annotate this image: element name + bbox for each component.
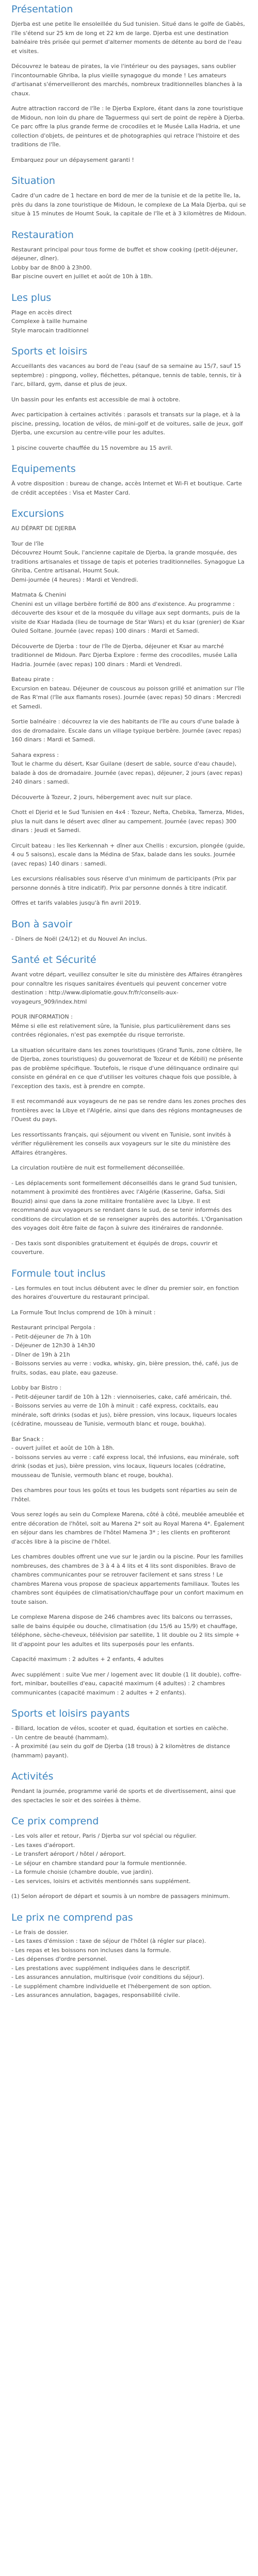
section-formule-tout-inclus (11, 1267, 247, 1429)
paragraph: Demi-journée (4 heures) : Mardi et Vendredi. (11, 576, 138, 583)
paragraph: - Boissons servies au verre de 10h à minuit : café express, cocktails, eau minérale, soft drinks (sodas et jus), bière pression, vins locaux, liqueurs locales (cédratine, mousseau de Tunisie, vermouth blanc et rouge, boukha). (11, 1402, 237, 1427)
section-sante-securite (11, 954, 247, 1257)
paragraph: Les chambres doubles offrent une vue sur le jardin ou la piscine. Pour les familles nombreuses, des chambres de 3 à 4 à 4 lits et 4 lits sont disponibles. Bravo de chambres communicantes pour se retrouver facilement et sans stress ! Le chambres Marena vous propose de spacieux appartements familiaux. Toutes les chambres sont équipées de climatisation/chauffage pour un confort maximum en toute saison. (11, 1553, 244, 1605)
list-item: - Le frais de dossier. (11, 1928, 69, 1936)
paragraph: Circuit bateau : les îles Kerkennah + dîner aux Chellis : excursion, plongée (guide, 4 ou 5 saisons), escale dans la Médina de Sfax, balade dans les souks. Journée (avec repas) 140 dinars : samedi. (11, 842, 245, 867)
section-title: Bon à savoir (11, 918, 72, 930)
paragraph: - Petit-déjeuner tardif de 10h à 12h : viennoiseries, cake, café américain, thé. (11, 1393, 232, 1400)
section-title: Sports et loisirs payants (11, 1708, 130, 1719)
paragraph: - Boissons servies au verre : vodka, whisky, gin, bière pression, thé, café, jus de fruits, sodas, eau plate, eau gazeuse. (11, 1360, 238, 1376)
list-item: Complexe à taille humaine (11, 318, 88, 325)
paragraph: La Formule Tout Inclus comprend de 10h à minuit : (11, 1309, 156, 1316)
list-item: Plage en accès direct (11, 309, 72, 316)
paragraph: - Dîners de Noël (24/12) et du Nouvel An inclus. (11, 935, 147, 942)
section-excursions (11, 507, 247, 908)
section-restauration (11, 229, 247, 281)
paragraph: - Dîner de 19h à 21h (11, 1351, 70, 1358)
paragraph: Sahara express : (11, 751, 59, 758)
section-les-plus (11, 292, 247, 335)
paragraph: POUR INFORMATION : (11, 1013, 73, 1020)
section-sports (11, 345, 247, 452)
paragraph: Chott el Djerid et le Sud Tunisien en 4x4 : Tozeur, Nefta, Chebika, Tamerza, Mides, plus la nuit dans le désert avec dîner au campement. Journée (avec repas) 300 dinars : Jeudi et Samedi. (11, 809, 245, 834)
snack-title: Bar Snack : (11, 1435, 44, 1443)
paragraph: Cadre d'un cadre de 1 hectare en bord de mer de la tunisie et de la petite île, la, près du dans la zone touristique de Midoun, le complexe de La Mala Djerba, qui se situe à 15 minutes de Houmt Souk, la capitale de l'île et à 3 kilomètres de Midoun. (11, 192, 247, 217)
paragraph: Avant votre départ, veuillez consulter le site du ministère des Affaires étrangères pour connaître les risques sanitaires éventuels qui peuvent concerner votre destination : http://www.diplomatie.gouv.fr/fr/conseils-aux-voyageurs_909/index.html (11, 971, 243, 1005)
paragraph: Découvrez Houmt Souk, l'ancienne capitale de Djerba, la grande mosquée, des traditions artisanales et tissage de tapis et poteries traditionnelles. Synagogue La Ghriba, Centre artisanal, Houmt Souk. (11, 549, 245, 574)
list-item: - Les taxes d'émission : taxe de séjour de l'hôtel (à régler sur place). (11, 1938, 206, 1944)
paragraph: Autre attraction raccord de l'île : le Djerba Explore, étant dans la zone touristique de Midoun, non loin du phare de Taguermess qui sert de point de repère à Djerba. Ce parc offre la plus grande ferme de crocodiles et le Musée Lalla Hadria, et une collection d'objets, de peintures et de photographies qui retrace l'histoire et des traditions de l'île. (11, 105, 245, 148)
section-title: Excursions (11, 508, 64, 519)
list-item: - Les assurances annulation, multirisque (voir conditions du séjour). (11, 1974, 204, 1980)
section-title: Ce prix comprend (11, 1816, 99, 1827)
section-activites (11, 1770, 247, 1805)
section-title: Sports et loisirs (11, 346, 88, 357)
list-item: - Le supplément chambre individuelle et l'hébergement de son option. (11, 1982, 212, 1990)
paragraph: - boissons servies au verre : café express local, thé infusions, eau minérale, soft drink (sodas et jus), bière pression, vins locaux, liqueurs locales (cédratine, mousseau de Tunisie, vermouth blanc et rouge, boukha). (11, 1453, 239, 1479)
paragraph: Même si elle est relativement sûre, la Tunisie, plus particulièrement dans ses contrées régionales, n'est pas exemptée du risque terroriste. (11, 1022, 231, 1038)
paragraph: Embarquez pour un dépaysement garanti ! (11, 156, 134, 163)
section-prix-ne-comprend-pas (11, 1911, 247, 2000)
paragraph: - Un centre de beauté (hammam). (11, 1734, 109, 1741)
section-title: Formule tout inclus (11, 1267, 106, 1279)
list-item: - Les taxes d'aéroport. (11, 1841, 75, 1849)
paragraph: Il est recommandé aux voyageurs de ne pas se rendre dans les zones proches des frontières avec la Libye et l'Algérie, ainsi que dans des régions montagneuses de l'Ouest du pays. (11, 1098, 246, 1123)
paragraph: Bar piscine ouvert en juillet et août de 10h à 18h. (11, 273, 153, 280)
section-title: Equipements (11, 463, 76, 474)
paragraph: Un bassin pour les enfants est accessible de mai à octobre. (11, 396, 181, 403)
excursions-intro: AU DÉPART DE DJERBA (11, 525, 76, 532)
paragraph: - Les déplacements sont formellement déconseillés dans le grand Sud tunisien, notamment à proximité des frontières avec l'Algérie (Kasserine, Gafsa, Sidi Bouzid) ainsi que dans la zone militaire frontalière avec la Libye. Il est recommandé aux voyageurs se rendant dans le sud, de se tenir informés des conditions de circulation et de se renseigner auprès des autorités. L'Organisation des voyages doit être faite de façon à suivre des itinéraires de randonnée. (11, 1179, 243, 1231)
paragraph: Découvrez le bateau de pirates, la vie l'intérieur ou des paysages, sans oublier l'incontournable Ghriba, la plus vieille synagogue du monde ! Les amateurs d'artisanat s'émerveilleront des marchés, nombreux traditionnelles blanches à la chaux. (11, 63, 243, 97)
paragraph: - À proximité (au sein du golf de Djerba (18 trous) à 2 kilomètres de distance (hammam) payant). (11, 1743, 230, 1759)
section-bar-snack (11, 1435, 247, 1698)
paragraph: Capacité maximum : 2 adultes + 2 enfants, 4 adultes (11, 1656, 164, 1663)
paragraph: Lobby bar Bistro : (11, 1384, 62, 1391)
list-item: - Les assurances annulation, bagages, responsabilité civile. (11, 1992, 180, 1998)
section-bon-a-savoir (11, 918, 247, 944)
paragraph: Restaurant principal pour tous forme de buffet et show cooking (petit-déjeuner, déjeuner, dîner). (11, 246, 238, 262)
section-title: Santé et Sécurité (11, 954, 96, 965)
paragraph: Découverte à Tozeur, 2 jours, hébergement avec nuit sur place. (11, 793, 192, 801)
paragraph: Lobby bar de 8h00 à 23h00. (11, 264, 92, 271)
section-prix-comprend (11, 1815, 247, 1901)
list-item: - Les services, loisirs et activités mentionnés sans supplément. (11, 1877, 191, 1885)
list-item: - La formule choisie (chambre double, vue jardin). (11, 1869, 154, 1875)
list-item: - Les prestations avec supplément indiquées dans le descriptif. (11, 1964, 190, 1972)
paragraph: Tout le charme du désert, Ksar Guilane (desert de sable, source d'eau chaude), balade à dos de dromadaire. Journée (avec repas), déjeuner, 2 jours (avec repas) 240 dinars : samedi. (11, 760, 243, 785)
excursion-validity: Offres et tarifs valables jusqu'à fin avril 2019. (11, 900, 141, 906)
paragraph: Bateau pirate : (11, 676, 54, 683)
paragraph: - Déjeuner de 12h30 à 14h30 (11, 1342, 95, 1349)
list-item: - Les vols aller et retour, Paris / Djerba sur vol spécial ou régulier. (11, 1833, 197, 1839)
section-title: Activités (11, 1771, 54, 1782)
paragraph: Accueillants des vacances au bord de l'eau (sauf de sa semaine au 15/7, sauf 15 septembre) : pingpong, volley, fléchettes, pétanque, tennis de table, tennis, tir à l'arc, billard, gym, danse et plus de jeux. (11, 363, 242, 387)
list-item: - Le transfert aéroport / hôtel / aéroport. (11, 1851, 126, 1857)
section-situation (11, 175, 247, 218)
section-title: Restauration (11, 229, 74, 241)
paragraph: La situation sécuritaire dans les zones touristiques (Grand Tunis, zone côtière, île de Djerba, zones touristiques) du gouvernorat de Tozeur et de Kébili) ne présente pas de problème spécifique. Toutefois, le risque d'une délinquance ordinaire qui consiste en général en ce que d'utiliser les voitures chaque fois que possible, à l'exception des taxis, est à prendre en compte. (11, 1046, 244, 1090)
paragraph: Djerba est une petite île ensoleillée du Sud tunisien. Situé dans le golfe de Gabès, l'île s'étend sur 25 km de long et 22 km de large. Djerba est une destination balnéaire très prisée qui permet d'alterner moments de détente au bord de l'eau et visites. (11, 21, 245, 55)
excursion-note: Les excursions réalisables sous réserve d'un minimum de participants (Prix par personne donnés à titre indicatif). Prix par personne donnés à titre indicatif. (11, 875, 236, 891)
paragraph: 1 piscine couverte chauffée du 15 novembre au 15 avril. (11, 444, 173, 451)
paragraph: Avec participation à certaines activités : parasols et transats sur la plage, et à la piscine, pressing, location de vélos, de mini-golf et de voitures, salle de jeux, golf Djerba, une excursion au centre-ville pour les adultes. (11, 411, 243, 436)
section-equipements (11, 463, 247, 497)
section-sports-payants (11, 1707, 247, 1760)
list-item: - Les repas et les boissons non incluses dans la formule. (11, 1946, 171, 1954)
paragraph: La circulation routière de nuit est formellement déconseillée. (11, 1164, 185, 1171)
paragraph: Avec supplément : suite Vue mer / logement avec lit double (1 lit double), coffre-fort, minibar, bouteilles d'eau, capacité maximum (4 adultes) : 2 chambres communicantes (capacité maximum : 2 adultes + 2 enfants). (11, 1671, 241, 1696)
list-item: - Le séjour en chambre standard pour la formule mentionnée. (11, 1859, 187, 1867)
paragraph: - Les formules en tout inclus débutent avec le dîner du premier soir, en fonction des horaires d'ouverture du restaurant principal. (11, 1284, 239, 1300)
section-title: Situation (11, 175, 55, 187)
paragraph: Pendant la journée, programme varié de sports et de divertissement, ainsi que des spectacles le soir et des soirées à thème. (11, 1788, 236, 1804)
paragraph: À votre disposition : bureau de change, accès Internet et Wi-Fi et boutique. Carte de crédit acceptées : Visa et Master Card. (11, 480, 242, 496)
paragraph: Découverte de Djerba : tour de l'île de Djerba, déjeuner et Ksar au marché traditionnel de Midoun. Parc Djerba Explore : ferme des crocodiles, musée Lalla Hadria. Journée (avec repas) 100 dinars : Mardi et Vendredi. (11, 642, 237, 668)
paragraph: Vous serez logés au sein du Complexe Marena, côté à côté, meublée ameublée et entre décoration de l'hôtel, soit au Marena 2* soit au Royal Marena 4*. Également en séjour dans les chambres de l'hôtel Mamena 3* ; les clients en profiteront d'accès libre à la piscine de l'hôtel. (11, 1511, 245, 1545)
paragraph: Matmata & Chenini (11, 591, 67, 598)
paragraph: - Billard, location de vélos, scooter et quad, équitation et sorties en calèche. (11, 1725, 229, 1732)
paragraph: Sortie balnéaire : découvrez la vie des habitants de l'île au cours d'une balade à dos de dromadaire. Escale dans un village typique berbère. Journée (avec repas) 160 dinars : Mardi et Samedi. (11, 718, 241, 743)
price-note: (1) Selon aéroport de départ et soumis à un nombre de passagers minimum. (11, 1893, 230, 1900)
paragraph: Restaurant principal Pergola : (11, 1324, 95, 1331)
section-title: Présentation (11, 4, 73, 15)
paragraph: Des chambres pour tous les goûts et tous les budgets sont réparties au sein de l'hôtel. (11, 1487, 237, 1503)
list-item: Style marocain traditionnel (11, 327, 89, 334)
paragraph: Tour de l'île (11, 540, 44, 547)
section-presentation (11, 3, 247, 164)
paragraph: Le complexe Marena dispose de 246 chambres avec lits balcons ou terrasses, salle de bains équipée ou douche, climatisation (du 15/6 au 15/9) et chauffage, téléphone, sèche-cheveux, télévision par satellite, 1 lit double ou 2 lits simple + lit d'appoint pour les adultes et lits superposés pour les enfants. (11, 1614, 240, 1648)
paragraph: Chenini est un village berbère fortifié de 800 ans d'existence. Au programme : découverte des ksour et de la mosquée du village aux sept dormants, puis de la visite de Ksar Hadada (lieu de tournage de Star Wars) et du ksar (grenier) de Ksar Ouled Soltane. Journée (avec repas) 100 dinars : Mardi et Samedi. (11, 600, 245, 634)
paragraph: Excursion en bateau. Déjeuner de couscous au poisson grillé et animation sur l'île de Ras R'mal (l'île aux flamants roses). Journée (avec repas) 50 dinars : Mercredi et Samedi. (11, 685, 245, 710)
list-item: - Les dépenses d'ordre personnel. (11, 1956, 108, 1962)
paragraph: - ouvert juillet et août de 10h à 18h. (11, 1445, 115, 1451)
section-title: Les plus (11, 292, 52, 303)
section-title: Le prix ne comprend pas (11, 1911, 133, 1923)
paragraph: Les ressortissants français, qui séjournent ou vivent en Tunisie, sont invités à vérifier régulièrement les conseils aux voyageurs sur le site du ministère des Affaires étrangères. (11, 1131, 231, 1156)
paragraph: - Des taxis sont disponibles gratuitement et équipés de drops, couvrir et couverture. (11, 1240, 218, 1256)
paragraph: - Petit-déjeuner de 7h à 10h (11, 1333, 91, 1340)
